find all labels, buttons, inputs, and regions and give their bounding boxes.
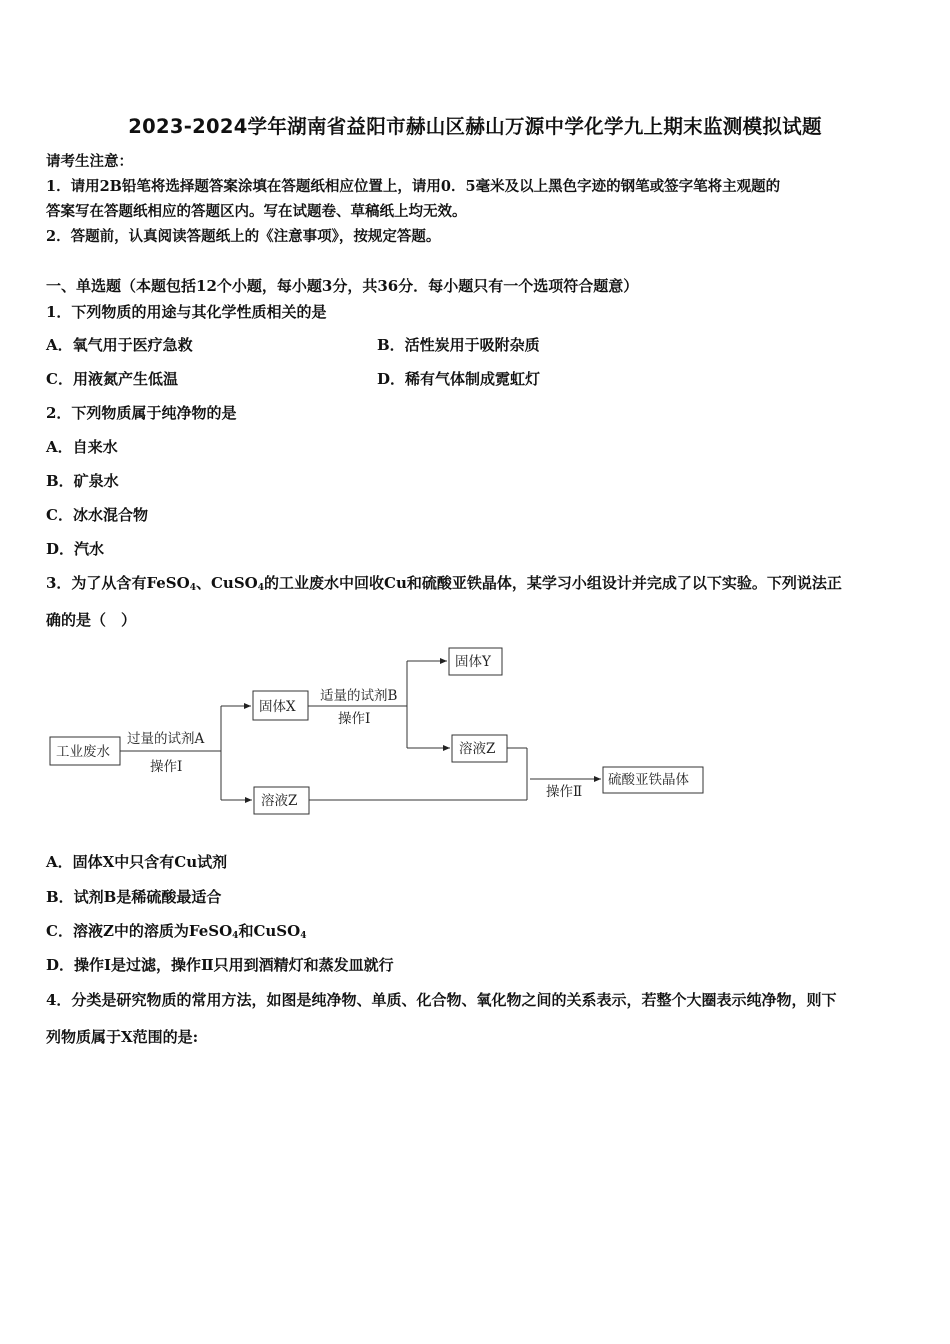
question-1-option-b: B．活性炭用于吸附杂质 (377, 336, 540, 354)
solid-y-label: 固体Y (455, 654, 491, 670)
solid-x-label: 固体X (259, 699, 296, 715)
subscript: 4 (300, 931, 307, 941)
wastewater-label: 工业废水 (56, 744, 110, 760)
question-1-option-d: D．稀有气体制成霓虹灯 (377, 370, 541, 388)
question-3-option-a: A．固体X中只含有Cu试剂 (46, 853, 228, 871)
notice-item-2: 2．答题前，认真阅读答题纸上的《注意事项》，按规定答题。 (46, 228, 441, 245)
product-label: 硫酸亚铁晶体 (608, 772, 689, 788)
question-2-stem: 2．下列物质属于纯净物的是 (46, 404, 237, 422)
question-4-stem-cont: 列物质属于X范围的是: (46, 1028, 199, 1046)
notice-item-1: 1．请用2B铅笔将选择题答案涂填在答题纸相应位置上，请用0．5毫米及以上黑色字迹的钢笔或签字笔将主观题的 (46, 178, 781, 195)
question-3-option-d: D．操作I是过滤，操作Ⅱ只用到酒精灯和蒸发皿就行 (46, 956, 394, 974)
process-flow-diagram (0, 640, 950, 840)
stem-part: 、CuSO (195, 574, 258, 592)
solution-z-top-label: 溶液Z (459, 741, 496, 757)
option-part: C．溶液Z中的溶质为FeSO (46, 922, 233, 940)
question-2-option-c: C．冰水混合物 (46, 506, 148, 524)
page-title: 2023-2024学年湖南省益阳市赫山区赫山万源中学化学九上期末监测模拟试题 (128, 115, 822, 138)
stem-part: 的工业废水中回收Cu和硫酸亚铁晶体，某学习小组设计并完成了以下实验。下列说法正 (264, 574, 842, 592)
subscript: 4 (232, 931, 239, 941)
notice-heading: 请考生注意： (46, 153, 133, 170)
operation-2-label: 操作Ⅱ (546, 784, 583, 800)
question-1-option-c: C．用液氮产生低温 (46, 370, 178, 388)
reagent-a-label: 过量的试剂A (127, 731, 205, 747)
reagent-b-label: 适量的试剂B (320, 688, 398, 704)
question-2-option-a: A．自来水 (46, 438, 118, 456)
notice-item-1-cont: 答案写在答题纸相应的答题区内。写在试题卷、草稿纸上均无效。 (46, 203, 467, 220)
question-3-option-c (46, 921, 306, 946)
question-2-option-d: D．汽水 (46, 540, 105, 558)
stem-part: 3．为了从含有FeSO (46, 574, 190, 592)
subscript: 4 (189, 583, 196, 593)
option-part: 和CuSO (238, 922, 301, 940)
operation-1-left-label: 操作Ⅰ (150, 759, 183, 775)
question-3-stem-cont: 确的是（ ） (46, 611, 137, 629)
solution-z-bottom-label: 溶液Z (261, 793, 298, 809)
question-4-stem: 4．分类是研究物质的常用方法，如图是纯净物、单质、化合物、氧化物之间的关系表示，若整个大圈表示纯净物，则下 (46, 991, 837, 1009)
question-1-option-a: A．氧气用于医疗急救 (46, 336, 193, 354)
question-3-stem (46, 573, 842, 598)
operation-1-right-label: 操作Ⅰ (338, 711, 371, 727)
question-1-stem: 1．下列物质的用途与其化学性质相关的是 (46, 303, 327, 321)
question-2-option-b: B．矿泉水 (46, 472, 119, 490)
question-3-option-b: B．试剂B是稀硫酸最适合 (46, 888, 222, 906)
subscript: 4 (257, 583, 264, 593)
section-heading: 一、单选题（本题包括12个小题，每小题3分，共36分．每小题只有一个选项符合题意） (46, 277, 639, 295)
